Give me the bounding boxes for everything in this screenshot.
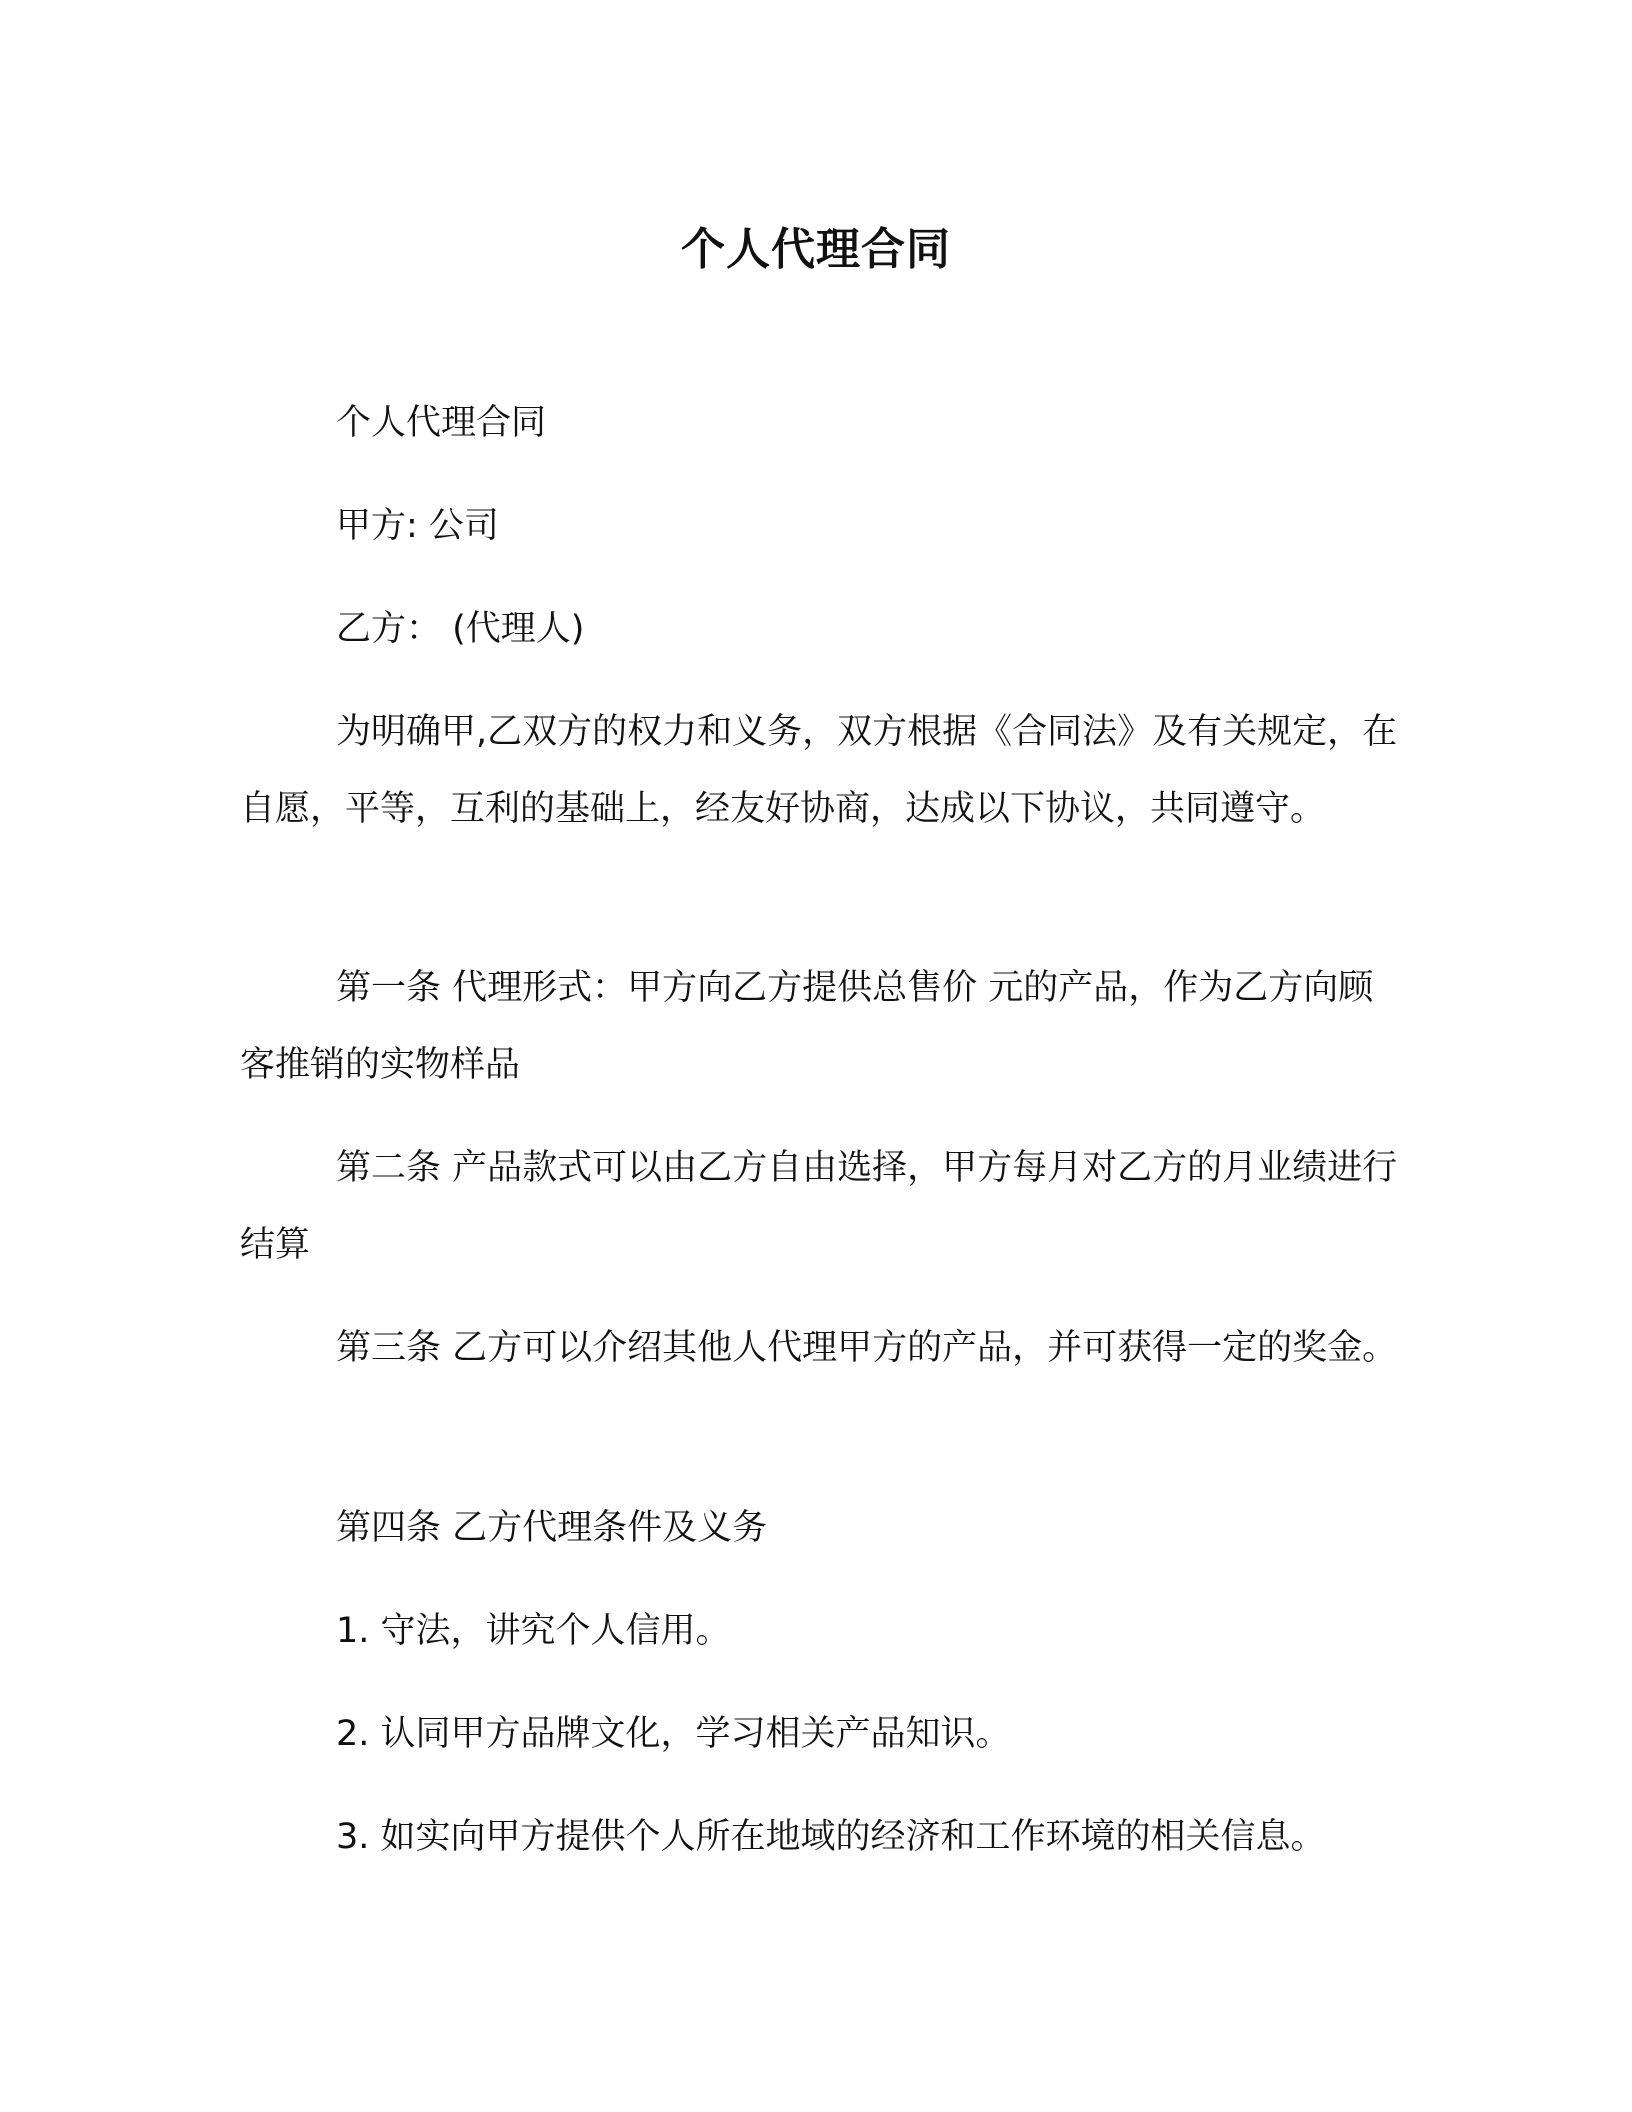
party-a-line: 甲方: 公司 [336,506,499,546]
article-4-item-1: 1. 守法，讲究个人信用。 [336,1611,731,1651]
article-4-item-2: 2. 认同甲方品牌文化，学习相关产品知识。 [336,1714,1011,1754]
preamble-paragraph: 为明确甲,乙双方的权力和义务，双方根据《合同法》及有关规定，在自愿，平等，互利的基础上，经友好协商，达成以下协议，共同遵守。 [240,712,1398,829]
article-4-heading: 第四条 乙方代理条件及义务 [336,1508,768,1548]
article-2-paragraph: 第二条 产品款式可以由乙方自由选择，甲方每月对乙方的月业绩进行结算 [240,1148,1398,1265]
article-4-item-3: 3. 如实向甲方提供个人所在地域的经济和工作环境的相关信息。 [336,1817,1326,1857]
document-title: 个人代理合同 [681,224,951,275]
party-b-line: 乙方： (代理人) [336,609,585,649]
article-1-paragraph: 第一条 代理形式：甲方向乙方提供总售价 元的产品，作为乙方向顾客推销的实物样品 [240,968,1374,1085]
article-3-paragraph: 第三条 乙方可以介绍其他人代理甲方的产品，并可获得一定的奖金。 [336,1328,1398,1368]
contract-subtitle: 个人代理合同 [336,403,547,443]
